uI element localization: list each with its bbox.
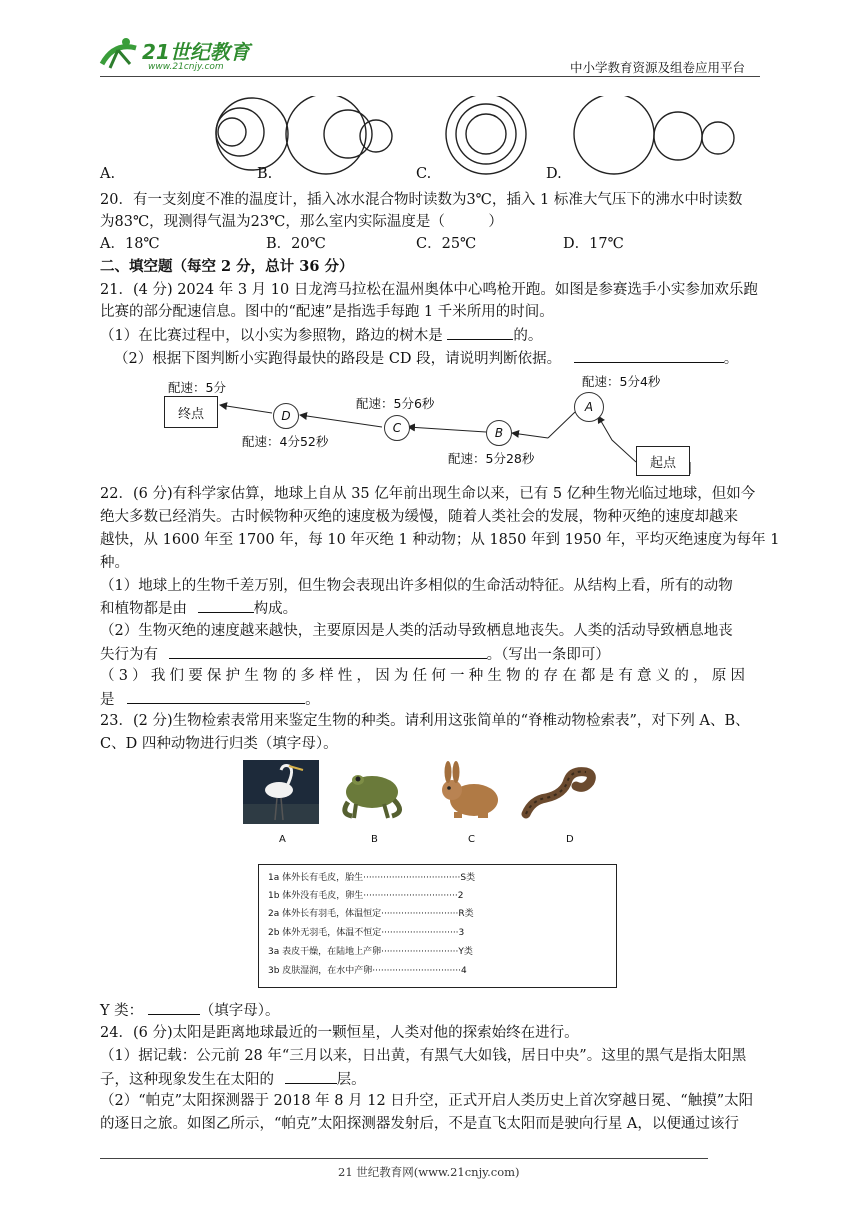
animal-label-a: A [279,834,286,845]
q20-option-c: C．25℃ [416,236,477,252]
frog-image [334,760,410,824]
logo-text: 21世纪教育 [142,40,250,64]
q22-line4: 种。 [100,555,129,571]
q22-sub3-end: 。 [305,692,320,708]
start-label: 起点 [649,455,676,471]
pace-a: 配速：5分4秒 [582,374,661,389]
q22-sub2-end: 。（写出一条即可） [486,647,610,663]
q24-line1: 24．(6 分)太阳是距离地球最近的一颗恒星，人类对他的探索始终在进行。 [100,1025,579,1041]
q22-sub3-blank[interactable] [127,689,305,704]
q22-sub3-text: 是 [100,692,115,708]
q22-sub1-line1: （1）地球上的生物千差万别，但生物会表现出许多相似的生命活动特征。从结构上看，所有的动物 [100,578,733,594]
pace-b: 配速：5分28秒 [448,451,535,466]
node-d [273,403,299,429]
q22-sub1-text: 和植物都是由 [100,601,187,617]
node-b [486,420,512,446]
q21-sub1-text: （1）在比赛过程中，以小实为参照物，路边的树木是 [100,328,443,344]
q21-sub2-end: 。 [723,351,739,367]
q20-option-d: D．17℃ [563,236,624,252]
q23-line1: 23．(2 分)生物检索表常用来鉴定生物的种类。请利用这张简单的“脊椎动物检索表”，对下列 A、B、 [100,713,750,729]
q22-sub3-line1: （3）我们要保护生物的多样性，因为任何一种生物的存在都是有意义的，原因 [100,668,750,684]
q23-answer-end: （填字母）。 [199,1003,280,1019]
node-c-label: C [392,421,402,435]
node-b-label: B [494,426,504,440]
snake-image [520,760,596,824]
q23-answer-label: Y 类： [100,1003,144,1019]
pace-d: 配速：4分52秒 [242,434,329,449]
q24-sub2-line1: （2）“帕克”太阳探测器于 2018 年 8 月 12 日升空，正式开启人类历史上首次穿越日冕、“触摸”太阳 [100,1093,754,1109]
q22-sub1-blank[interactable] [198,598,254,613]
q19-option-c: C. [416,166,432,182]
q21-line2: 比赛的部分配速信息。图中的“配速”是指选手每跑 1 千米所用的时间。 [100,304,554,320]
animal-label-d: D [566,834,574,845]
q22-sub1-end: 构成。 [253,601,298,617]
q23-answer-blank[interactable] [148,1000,200,1015]
finish-box [164,396,218,428]
q19-option-b: B. [257,166,273,182]
q20-line2: 为83℃，现测得气温为23℃，那么室内实际温度是（ ） [100,214,503,230]
q24-sub1-end: 层。 [336,1072,366,1088]
q22-sub2-blank[interactable] [169,644,487,659]
q20-option-b: B．20℃ [266,236,326,252]
q21-sub1-end: 的。 [513,328,543,344]
node-c [384,415,410,441]
q22-sub1-line2 [100,598,297,619]
key-line-2a: 2a 体外长有羽毛，体温恒定···························R类 [268,909,474,919]
footer-text: 21 世纪教育网(www.21cnjy.com) [338,1165,520,1179]
q21-sub2-text: （2）根据下图判断小实跑得最快的路段是 CD 段，请说明判断依据。 [114,351,562,367]
q20-option-a: A．18℃ [100,236,160,252]
q22-sub2-line2 [100,644,610,665]
node-a-label: A [584,400,594,414]
q22-sub2-line1: （2）生物灭绝的速度越来越快，主要原因是人类的活动导致栖息地丧失。人类的活动导致栖息地丧 [100,623,733,639]
q24-sub1-line1: （1）据记载：公元前 28 年“三月以来，日出黄，有黑气大如钱，居日中央”。这里的黑气是指太阳黑 [100,1048,747,1064]
animal-label-b: B [371,834,378,845]
key-line-1b: 1b 体外没有毛皮，卵生·································2 [268,891,464,901]
logo-url: www.21cnjy.com [148,62,224,72]
q24-sub2-line2: 的逐日之旅。如图乙所示，“帕克”太阳探测器发射后，不是直飞太阳而是驶向行星 A，以便通过该行 [100,1116,739,1132]
footer-divider [100,1158,708,1159]
q20-line1: 20．有一支刻度不准的温度计，插入冰水混合物时读数为3℃，插入 1 标准大气压下的沸水中时读数 [100,192,743,208]
key-line-3b: 3b 皮肤湿润，在水中产卵·······························4 [268,966,467,976]
node-d-label: D [281,409,291,423]
rabbit-image [432,760,508,824]
q19-option-a: A. [100,166,116,182]
key-line-3a: 3a 表皮干燥，在陆地上产卵···························Y类 [268,947,473,957]
key-line-2b: 2b 体外无羽毛，体温不恒定···························3 [268,928,465,938]
q22-line2: 绝大多数已经消失。古时候物种灭绝的速度极为缓慢，随着人类社会的发展，物种灭绝的速度却越来 [100,509,738,525]
q24-sub1-blank[interactable] [285,1069,337,1084]
egret-image [243,760,319,824]
q22-line1: 22．(6 分)有科学家估算，地球上自从 35 亿年前出现生命以来，已有 5 亿种生物光临过地球，但如今 [100,486,756,502]
header-platform-text: 中小学教育资源及组卷应用平台 [570,60,746,75]
q23-answer [100,1000,280,1021]
node-a [574,392,604,422]
q24-sub1-line2 [100,1069,366,1090]
q23-line2: C、D 四种动物进行归类（填字母）。 [100,736,338,752]
q19-option-d: D. [546,166,562,182]
q22-line3: 越快，从 1600 年至 1700 年，每 10 年灭绝 1 种动物；从 1850 年到 1950 年，平均灭绝速度为每年 1 [100,532,780,548]
pace-c: 配速：5分6秒 [356,396,435,411]
q22-sub2-text: 失行为有 [100,647,158,663]
start-box [636,446,690,476]
key-line-1a: 1a 体外长有毛皮，胎生··································S类 [268,873,476,883]
finish-label: 终点 [177,406,204,422]
section2-title: 二、填空题（每空 2 分，总计 36 分） [100,258,354,275]
q24-sub1-text: 子，这种现象发生在太阳的 [100,1072,274,1088]
q21-line1: 21．(4 分) 2024 年 3 月 10 日龙湾马拉松在温州奥体中心鸣枪开跑。如图是参赛选手小实参加欢乐跑 [100,282,758,298]
q22-sub3-line2 [100,689,320,710]
animal-label-c: C [468,834,475,845]
pace-finish: 配速：5分 [168,380,226,395]
